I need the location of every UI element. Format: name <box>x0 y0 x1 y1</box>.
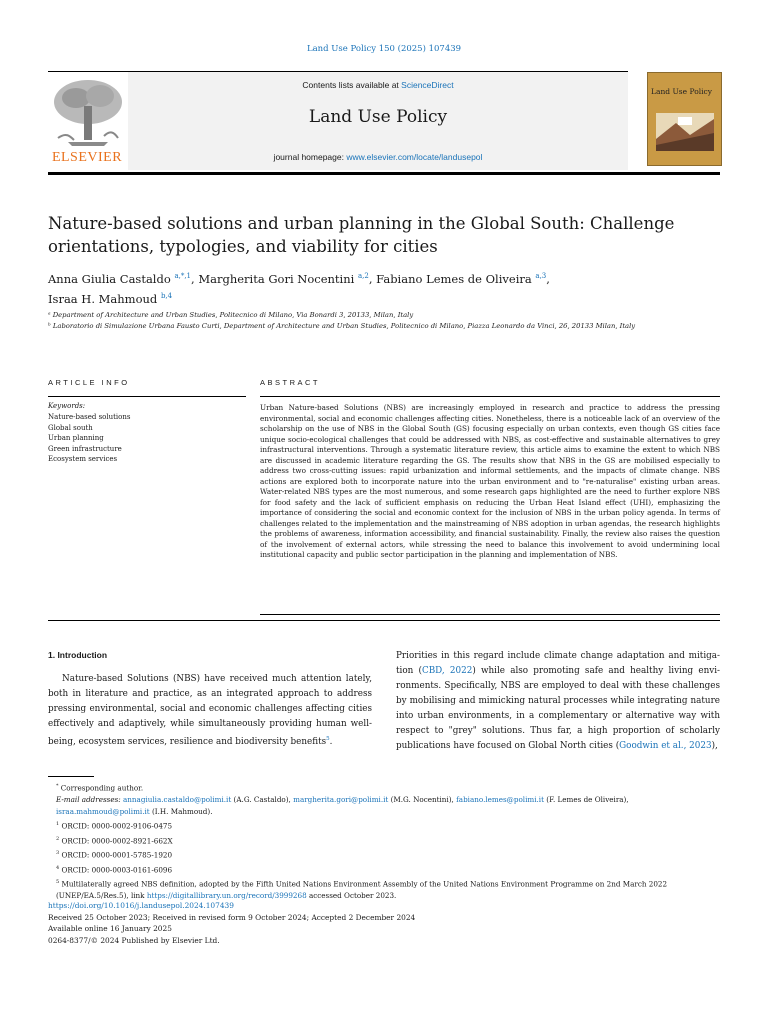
email-link[interactable]: annagiulia.castaldo@polimi.it <box>123 795 232 805</box>
author-separator: , <box>546 271 550 286</box>
homepage-link[interactable]: www.elsevier.com/locate/landusepol <box>346 152 483 162</box>
keyword: Global south <box>48 423 93 432</box>
article-info-heading: ARTICLE INFO <box>48 378 130 387</box>
email-owner: (F. Lemes de Oliveira), <box>543 795 629 805</box>
homepage-prefix: journal homepage: <box>273 152 347 162</box>
journal-homepage-line <box>128 152 628 162</box>
footnote-mark: 2 <box>56 835 60 842</box>
intro-paragraph-left <box>48 672 372 750</box>
author-list <box>48 268 708 308</box>
email-label: E-mail addresses: <box>56 795 121 805</box>
footnote-mark: 1 <box>56 821 60 828</box>
author-marks[interactable]: a,2 <box>357 272 369 280</box>
abstract-rule-top <box>260 396 720 397</box>
affiliation-b: ᵇ Laboratorio di Simulazione Urbana Fausto Curti, Department of Architecture and Urban Studies, Politecnico di Milano, Piazza Leonardo da Vinci, 26, 20133 Milan, Italy <box>48 322 636 330</box>
email-link[interactable]: israa.mahmoud@polimi.it <box>56 807 150 817</box>
orcid-note <box>48 847 720 861</box>
footnote-mark: 4 <box>56 864 60 871</box>
footnote-mark: * <box>56 783 59 789</box>
email-owner: (A.G. Castaldo), <box>231 795 294 805</box>
journal-cover-thumbnail[interactable] <box>647 72 722 166</box>
abstract-text: Urban Nature-based Solutions (NBS) are increasingly employed in research and practice to address the pressing environmental, social and economic challenges affecting cities. Nonetheless, there is a noticeable lack of an overview of the scholarship on the use of NBS in the Global South (GS) focusing especially on urban contexts, even though GS cities face unique socio-ecological challenges that could be addressed with NBS, as cost-effective and sustainable alternatives to grey infrastructural interventions. Through a systematic literature review, this article aims to examine the extent to which NBS are discussed in academic literature regarding the GS. The results show that NBS in the GS are mobilised especially to address two cross-cutting issues: rapid urbanization and informal settlements, and the impacts of climate change. NBS actions are explored both to incorporate nature into the urban environment and to "re-naturalise" existing urban areas. Water-related NBS types are the most numerous, and some research gaps highlighted are the need to further explore NBS for food safety and the lack of sufficient emphasis on reducing the Urban Heat Island effect (UHI), emphasizing the importance of considering the social and economic context for the inclusion of NBS in the urban policy agenda. In terms of challenges related to the implementation and the mainstreaming of NBS adoption in urban agendas, the research highlights the problems of awareness, information accessibility, and financial sustainability. Finally, the review also raises the question of the involvement of external actors, while stressing the need to balance this involvement to avoid undermining local institutional capacity and public sector participation in the planning and implementation of NBS. <box>260 403 720 559</box>
doi-link[interactable]: https://doi.org/10.1016/j.landusepol.2024.107439 <box>48 901 234 910</box>
intro-right-text: Priorities in this regard include climate change adaptation and mitiga-tion ( <box>396 651 720 676</box>
keyword: Urban planning <box>48 434 104 442</box>
journal-reference[interactable]: Land Use Policy 150 (2025) 107439 <box>306 44 462 54</box>
citation-link[interactable]: Goodwin et al., 2023 <box>619 741 712 751</box>
intro-right-text: ) while also promoting safe and healthy living envi-ronments. Specifically, NBS are employed to deal with these challenges by mobilising and mimicking natural processes while integrating nature into urban environments, in a complementary or alternative way with respect to "grey" solutions. Thus far, a high proportion of scholarly publications have focused on Global North cities ( <box>396 666 720 751</box>
author-marks[interactable]: b,4 <box>160 291 173 300</box>
affiliation-a: ᵃ Department of Architecture and Urban Studies, Politecnico di Milano, Via Bonardi 3, 20133, Milan, Italy <box>48 311 414 319</box>
footnotes <box>48 780 720 902</box>
definition-note <box>48 876 720 902</box>
orcid-note <box>48 818 720 832</box>
footnote-ref[interactable]: 5 <box>326 736 330 742</box>
intro-left-end: . <box>329 736 333 747</box>
keywords-list <box>48 412 131 465</box>
author-separator: , <box>368 271 377 286</box>
email-owner: (M.G. Nocentini), <box>388 795 457 805</box>
intro-right-text: ), <box>711 741 718 751</box>
orcid-text: ORCID: 0000-0002-9106-0475 <box>61 821 173 831</box>
contents-prefix: Contents lists available at <box>302 80 402 90</box>
orcid-note <box>48 833 720 847</box>
received-dates: Received 25 October 2023; Received in revised form 9 October 2024; Accepted 2 December 2024 <box>48 912 416 922</box>
keyword: Green infrastructure <box>48 444 122 453</box>
keywords-label: Keywords: <box>48 402 86 410</box>
abstract-rule-bottom <box>260 614 720 615</box>
header-rule-top <box>48 71 628 72</box>
intro-heading: 1. Introduction <box>48 650 108 660</box>
un-library-link[interactable]: https://digitallibrary.un.org/record/3999268 <box>146 891 307 901</box>
author-marks[interactable]: a,*,1 <box>174 272 192 280</box>
abstract-heading: ABSTRACT <box>260 378 321 387</box>
cover-title: Land Use Policy <box>651 87 712 96</box>
definition-end: accessed October 2023. <box>306 891 397 901</box>
article-meta <box>48 900 720 946</box>
keyword: Nature-based solutions <box>48 413 131 421</box>
elsevier-wordmark: ELSEVIER <box>51 150 123 165</box>
email-note <box>48 794 720 818</box>
corresponding-note <box>48 780 720 794</box>
journal-name: Land Use Policy <box>308 107 448 127</box>
sciencedirect-link[interactable]: ScienceDirect <box>401 80 454 90</box>
affiliations <box>48 310 668 332</box>
cover-image <box>656 113 714 151</box>
available-online: Available online 16 January 2025 <box>48 924 172 933</box>
orcid-text: ORCID: 0000-0003-0161-6096 <box>61 864 173 874</box>
orcid-note <box>48 862 720 876</box>
copyright: 0264-8377/© 2024 Published by Elsevier Ltd. <box>48 935 220 945</box>
contents-available-line <box>128 80 628 90</box>
email-link[interactable]: margherita.gori@polimi.it <box>293 795 389 805</box>
footnote-mark: 3 <box>56 850 60 857</box>
author[interactable]: Fabiano Lemes de Oliveira <box>376 271 532 286</box>
header-rule-bottom <box>48 172 720 175</box>
email-link[interactable]: fabiano.lemes@polimi.it <box>456 795 544 805</box>
intro-paragraph-right <box>396 649 720 754</box>
corresponding-text: Corresponding author. <box>60 783 144 793</box>
author[interactable]: Israa H. Mahmoud <box>48 291 158 306</box>
author-marks[interactable]: a,3 <box>535 272 547 280</box>
section-divider <box>48 620 720 621</box>
intro-left-text: Nature-based Solutions (NBS) have received much attention lately, both in literature and practice, as an integrated approach to address pressing environmental, social and economic challenges affecting cities effectively and adaptively, while simultaneously providing human well-being, ecosystem services, resilience and biodiversity benefits <box>48 674 372 747</box>
definition-text: Multilaterally agreed NBS definition, adopted by the Fifth United Nations Environment Assembly of the United Nations Environment Programme on 2nd March 2022 (UNEP/EA.5/Res.5), link <box>56 879 668 901</box>
orcid-text: ORCID: 0000-0001-5785-1920 <box>61 850 173 860</box>
footnote-mark: 5 <box>56 878 60 885</box>
keyword: Ecosystem services <box>48 455 118 463</box>
email-owner: (I.H. Mahmoud). <box>149 807 213 817</box>
author-separator: , <box>191 271 199 286</box>
citation-link[interactable]: CBD, 2022 <box>421 666 473 676</box>
orcid-text: ORCID: 0000-0002-8921-662X <box>61 836 173 846</box>
footnote-rule <box>48 776 94 777</box>
author[interactable]: Margherita Gori Nocentini <box>198 271 355 286</box>
article-title: Nature-based solutions and urban planning in the Global South: Challenge orientations, typologies, and viability for cities <box>48 214 675 256</box>
article-info-rule <box>48 396 246 397</box>
author[interactable]: Anna Giulia Castaldo <box>48 271 171 286</box>
